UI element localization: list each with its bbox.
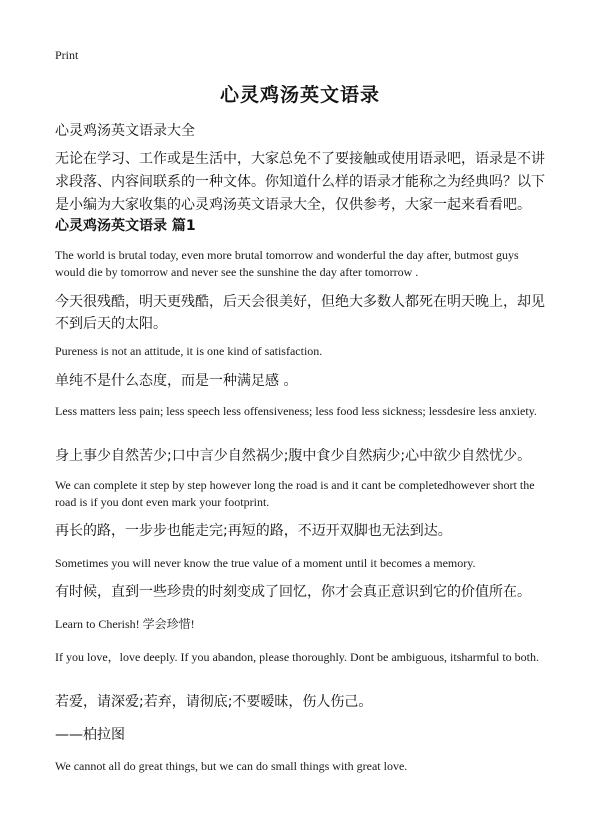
quote-en-3: Less matters less pain; less speech less offensiveness; less food less sickness; lessdesire less anxiety.: [55, 404, 537, 418]
quote-zh-1: 今天很残酷，明天更残酷，后天会很美好，但绝大多数人都死在明天晚上，却见不到后天的太阳。: [55, 294, 545, 332]
quote-zh-4: 再长的路，一步步也能走完;再短的路，不迈开双脚也无法到达。: [55, 523, 452, 539]
quote-zh-2: 单纯不是什么态度，而是一种满足感 。: [55, 373, 298, 389]
quote-en-5: Sometimes you will never know the true value of a moment until it becomes a memory.: [55, 556, 476, 570]
quote-en-1: The world is brutal today, even more brutal tomorrow and wonderful the day after, butmost guys would die by tomorrow and never see the sunshine the day after tomorrow .: [55, 248, 519, 279]
quote-zh-5: 有时候，直到一些珍贵的时刻变成了回忆，你才会真正意识到它的价值所在。: [55, 584, 531, 600]
quote-zh-7: 若爱，请深爱;若弃，请彻底;不要暧昧，伤人伤己。: [55, 694, 373, 710]
quote-en-6: Learn to Cherish! 学会珍惜!: [55, 617, 195, 631]
quote-en-7: If you love，love deeply. If you abandon, please thoroughly. Dont be ambiguous, itsharmful to both.: [55, 650, 540, 664]
section-heading: 心灵鸡汤英文语录 篇1: [55, 218, 196, 234]
quote-en-8: We cannot all do great things, but we can do small things with great love.: [55, 759, 408, 773]
quote-en-4: We can complete it step by step however long the road is and it cant be completedhowever short the road is if you dont even mark your footprint.: [55, 478, 535, 509]
page-title: 心灵鸡汤英文语录: [219, 84, 380, 106]
print-label: Print: [55, 48, 79, 62]
page-subtitle: 心灵鸡汤英文语录大全: [55, 123, 195, 139]
quote-zh-3: 身上事少自然苦少;口中言少自然祸少;腹中食少自然病少;心中欲少自然忧少。: [55, 448, 532, 464]
intro-paragraph: 无论在学习、工作或是生活中，大家总免不了要接触或使用语录吧，语录是不讲求段落、内容间联系的一种文体。你知道什么样的语录才能称之为经典吗？以下是小编为大家收集的心灵鸡汤英文语录大全，仅供参考，大家一起来看看吧。: [55, 151, 545, 213]
quote-attribution: ——柏拉图: [55, 727, 125, 743]
quote-en-2: Pureness is not an attitude, it is one kind of satisfaction.: [55, 344, 323, 358]
